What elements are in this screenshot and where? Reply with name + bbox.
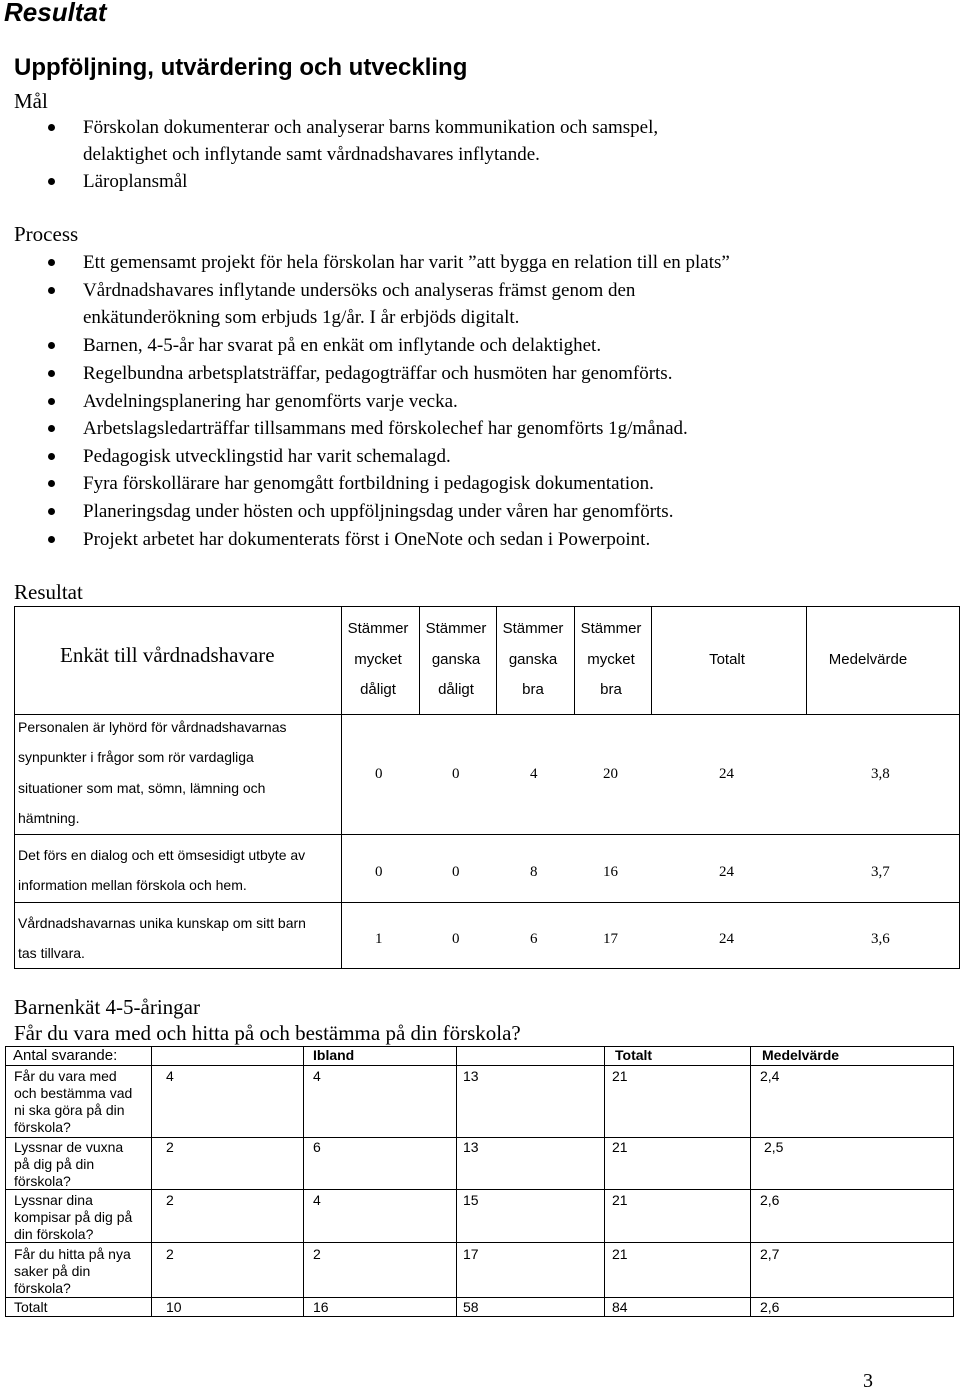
barnenkat-question: Får du vara med och hitta på och bestämma på din förskola? [14, 1021, 521, 1045]
table-rule [5, 1316, 954, 1317]
table-rule [14, 902, 960, 903]
column-header: Ibland [313, 1047, 355, 1063]
row-label: förskola? [14, 1173, 71, 1189]
column-header: bra [522, 681, 544, 698]
cell-value: 13 [463, 1139, 479, 1155]
list-item-text: Pedagogisk utvecklingstid har varit schemalagd. [83, 446, 451, 467]
list-item [83, 114, 658, 168]
cell-value: 17 [603, 931, 618, 947]
cell-value: 15 [463, 1192, 479, 1208]
column-header: Antal svarande: [13, 1047, 118, 1064]
table-rule [303, 1046, 304, 1317]
row-label: hämtning. [18, 809, 80, 826]
cell-value: 4 [313, 1068, 321, 1084]
cell-value: 4 [166, 1068, 174, 1084]
column-header: Stämmer [502, 620, 564, 637]
cell-value: 84 [612, 1299, 628, 1315]
column-header: dåligt [360, 681, 396, 698]
cell-value: 0 [375, 864, 383, 880]
cell-value: 2 [166, 1246, 174, 1262]
column-header: Stämmer [425, 620, 487, 637]
bullet-icon [48, 508, 55, 515]
column-header: Stämmer [347, 620, 409, 637]
table-rule [5, 1242, 954, 1243]
list-item-text: delaktighet och inflytande samt vårdnadshavares inflytande. [83, 144, 540, 165]
column-header: mycket [354, 651, 402, 668]
column-header: ganska [431, 651, 481, 668]
cell-value: 21 [612, 1139, 628, 1155]
list-item-text: Planeringsdag under hösten och uppföljningsdag under våren har genomförts. [83, 501, 674, 522]
cell-value: 2,6 [760, 1299, 780, 1315]
table-rule [14, 834, 960, 835]
row-label: ni ska göra på din [14, 1102, 125, 1118]
cell-value: 6 [313, 1139, 321, 1155]
bullet-icon [48, 287, 55, 294]
list-item [83, 332, 601, 359]
table-rule [651, 606, 652, 715]
row-label: synpunkter i frågor som rör vardagliga [18, 749, 254, 766]
cell-value: 21 [612, 1068, 628, 1084]
process-label: Process [14, 222, 79, 246]
table-rule [5, 1189, 954, 1190]
bullet-icon [48, 178, 55, 185]
resultat-label: Resultat [14, 580, 83, 604]
table-rule [151, 1046, 152, 1317]
cell-value: 58 [463, 1299, 479, 1315]
table-rule [14, 714, 960, 715]
cell-value: 2 [166, 1192, 174, 1208]
list-item [83, 470, 654, 497]
list-item [83, 168, 187, 195]
cell-value: 8 [530, 864, 538, 880]
cell-value: 24 [719, 766, 734, 782]
column-header: dåligt [438, 681, 474, 698]
list-item [83, 277, 635, 331]
table-rule [750, 1046, 751, 1317]
bullet-icon [48, 453, 55, 460]
row-label: Lyssnar de vuxna [14, 1139, 124, 1155]
table-rule [14, 968, 960, 969]
column-header: mycket [587, 651, 635, 668]
bullet-icon [48, 398, 55, 405]
cell-value: 16 [313, 1299, 329, 1315]
table-rule [341, 714, 342, 969]
list-item-text: Regelbundna arbetsplatsträffar, pedagogträffar och husmöten har genomförts. [83, 363, 673, 384]
table-rule [5, 1065, 954, 1066]
list-item [83, 415, 688, 442]
table-rule [5, 1137, 954, 1138]
section-heading: Uppföljning, utvärdering och utveckling [14, 54, 468, 81]
table-rule [14, 606, 960, 607]
list-item-text: Förskolan dokumenterar och analyserar barns kommunikation och samspel, [83, 117, 659, 138]
column-header: bra [600, 681, 622, 698]
list-item-text: Ett gemensamt projekt för hela förskolan har varit ”att bygga en relation till en plats” [83, 252, 730, 273]
cell-value: 21 [612, 1192, 628, 1208]
list-item [83, 526, 650, 553]
cell-value: 10 [166, 1299, 182, 1315]
row-label: och bestämma vad [14, 1085, 133, 1101]
cell-value: 2,4 [760, 1068, 780, 1084]
row-label: tas tillvara. [18, 945, 85, 962]
list-item-text: enkätunderökning som erbjuds 1g/år. I år erbjöds digitalt. [83, 307, 520, 328]
cell-value: 0 [452, 864, 460, 880]
row-label: din förskola? [14, 1226, 94, 1242]
list-item-text: Avdelningsplanering har genomförts varje vecka. [83, 391, 458, 412]
bullet-icon [48, 370, 55, 377]
cell-value: 2,6 [760, 1192, 780, 1208]
table-title: Enkät till vårdnadshavare [60, 643, 275, 667]
table-rule [456, 1046, 457, 1317]
list-item [83, 249, 730, 276]
column-header: Totalt [615, 1047, 653, 1063]
row-label: förskola? [14, 1280, 71, 1296]
list-item-text: Vårdnadshavares inflytande undersöks och analyseras främst genom den [83, 280, 636, 301]
table-rule [806, 606, 807, 715]
list-item-text: Fyra förskollärare har genomgått fortbildning i pedagogisk dokumentation. [83, 473, 654, 494]
column-header: ganska [508, 651, 558, 668]
bullet-icon [48, 480, 55, 487]
row-label: saker på din [14, 1263, 91, 1279]
row-label: situationer som mat, sömn, lämning och [18, 779, 266, 796]
mal-label: Mål [14, 89, 48, 113]
cell-value: 16 [603, 864, 618, 880]
cell-value: 13 [463, 1068, 479, 1084]
cell-value: 20 [603, 766, 618, 782]
row-label: kompisar på dig på [14, 1209, 133, 1225]
bullet-icon [48, 536, 55, 543]
cell-value: 24 [719, 864, 734, 880]
row-label: information mellan förskola och hem. [18, 877, 247, 894]
row-label: Vårdnadshavarnas unika kunskap om sitt barn [18, 915, 306, 931]
row-label: Får du vara med [14, 1068, 117, 1084]
row-label: på dig på din [14, 1156, 95, 1172]
row-label: Personalen är lyhörd för vårdnadshavarnas [18, 719, 287, 735]
list-item [83, 498, 673, 525]
page-title: Resultat [4, 0, 107, 27]
cell-value: 4 [313, 1192, 321, 1208]
list-item-text: Projekt arbetet har dokumenterats först i OneNote och sedan i Powerpoint. [83, 529, 651, 550]
list-item-text: Arbetslagsledarträffar tillsammans med förskolechef har genomförts 1g/månad. [83, 418, 688, 439]
list-item [83, 388, 458, 415]
cell-value: 4 [530, 766, 538, 782]
table-rule [604, 1046, 605, 1317]
row-label: förskola? [14, 1119, 71, 1135]
cell-value: 0 [452, 766, 460, 782]
table-rule [953, 1046, 954, 1317]
table-rule [14, 606, 15, 969]
cell-value: 17 [463, 1246, 479, 1262]
bullet-icon [48, 124, 55, 131]
bullet-icon [48, 342, 55, 349]
column-header: Totalt [709, 651, 745, 668]
list-item [83, 443, 451, 470]
table-rule [5, 1046, 6, 1317]
cell-value: 3,7 [871, 864, 890, 880]
cell-value: 21 [612, 1246, 628, 1262]
bullet-icon [48, 425, 55, 432]
cell-value: 24 [719, 931, 734, 947]
cell-value: 2 [313, 1246, 321, 1262]
row-label: Lyssnar dina [14, 1192, 93, 1208]
cell-value: 2,7 [760, 1246, 780, 1262]
list-item-text: Läroplansmål [83, 171, 188, 192]
cell-value: 2,5 [764, 1139, 784, 1155]
cell-value: 2 [166, 1139, 174, 1155]
list-item [83, 360, 672, 387]
cell-value: 6 [530, 931, 538, 947]
row-label: Får du hitta på nya [14, 1246, 131, 1262]
cell-value: 0 [452, 931, 460, 947]
cell-value: 0 [375, 766, 383, 782]
barnenkat-label: Barnenkät 4-5-åringar [14, 995, 200, 1019]
cell-value: 3,6 [871, 931, 890, 947]
list-item-text: Barnen, 4-5-år har svarat på en enkät om inflytande och delaktighet. [83, 335, 602, 356]
row-label: Det förs en dialog och ett ömsesidigt utbyte av [18, 847, 306, 863]
column-header: Medelvärde [762, 1047, 840, 1063]
column-header: Medelvärde [828, 651, 908, 668]
table-rule [5, 1297, 954, 1298]
cell-value: 3,8 [871, 766, 890, 782]
bullet-icon [48, 259, 55, 266]
page-number: 3 [863, 1370, 873, 1392]
cell-value: 1 [375, 931, 383, 947]
column-header: Stämmer [580, 620, 642, 637]
row-label: Totalt [14, 1299, 48, 1315]
